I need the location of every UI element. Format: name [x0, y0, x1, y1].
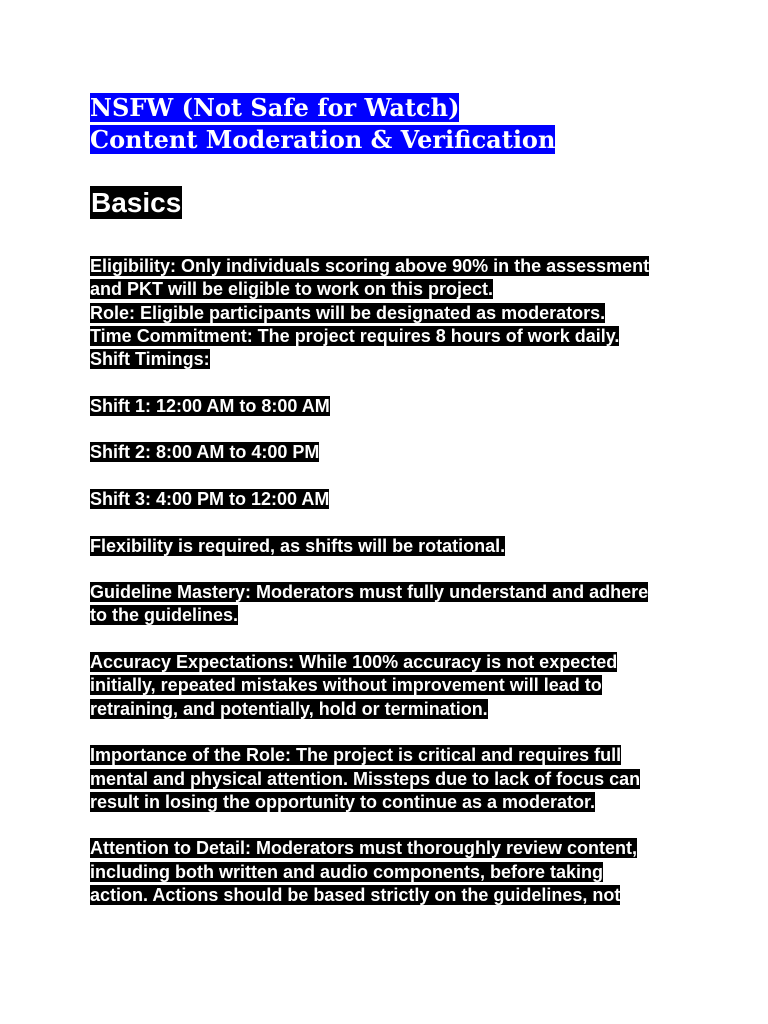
attention-line-3: action. Actions should be based strictly on the guidelines, not [90, 885, 621, 906]
document-title [90, 92, 690, 156]
shift-2-text: Shift 2: 8:00 AM to 4:00 PM [90, 442, 320, 463]
shift-3-text: Shift 3: 4:00 PM to 12:00 AM [90, 488, 330, 509]
shift-2-paragraph [90, 441, 690, 464]
shift-1-paragraph [90, 395, 690, 418]
importance-line-1: Importance of the Role: The project is critical and requires full [90, 745, 622, 766]
guideline-line-1: Guideline Mastery: Moderators must fully understand and adhere [90, 582, 649, 603]
importance-paragraph [90, 744, 690, 814]
eligibility-line-2: and PKT will be eligible to work on this project. [90, 279, 494, 300]
guideline-paragraph [90, 581, 690, 628]
eligibility-paragraph [90, 255, 690, 371]
shift-1-text: Shift 1: 12:00 AM to 8:00 AM [90, 395, 330, 416]
shift-timings-label: Shift Timings: [90, 349, 210, 370]
attention-line-2: including both written and audio components, before taking [90, 861, 603, 882]
accuracy-line-3: retraining, and potentially, hold or termination. [90, 698, 488, 719]
title-line-2: Content Moderation & Verification [90, 125, 556, 154]
accuracy-paragraph [90, 651, 690, 721]
attention-paragraph [90, 837, 690, 907]
document-body [90, 255, 690, 907]
accuracy-line-1: Accuracy Expectations: While 100% accuracy is not expected [90, 652, 618, 673]
shift-3-paragraph [90, 488, 690, 511]
time-commitment-line: Time Commitment: The project requires 8 hours of work daily. [90, 325, 620, 346]
section-heading-text: Basics [91, 187, 182, 218]
eligibility-line-1: Eligibility: Only individuals scoring above 90% in the assessment [90, 256, 650, 276]
role-line: Role: Eligible participants will be designated as moderators. [90, 302, 606, 323]
importance-line-2: mental and physical attention. Missteps due to lack of focus can [90, 768, 641, 789]
title-line-1: NSFW (Not Safe for Watch) [90, 93, 460, 122]
flexibility-text: Flexibility is required, as shifts will be rotational. [90, 535, 506, 556]
flexibility-paragraph [90, 535, 690, 558]
document-page [90, 92, 690, 907]
accuracy-line-2: initially, repeated mistakes without improvement will lead to [90, 675, 602, 696]
importance-line-3: result in losing the opportunity to continue as a moderator. [90, 791, 596, 812]
section-heading [90, 186, 690, 220]
attention-line-1: Attention to Detail: Moderators must thoroughly review content, [90, 838, 638, 859]
guideline-line-2: to the guidelines. [90, 605, 239, 626]
